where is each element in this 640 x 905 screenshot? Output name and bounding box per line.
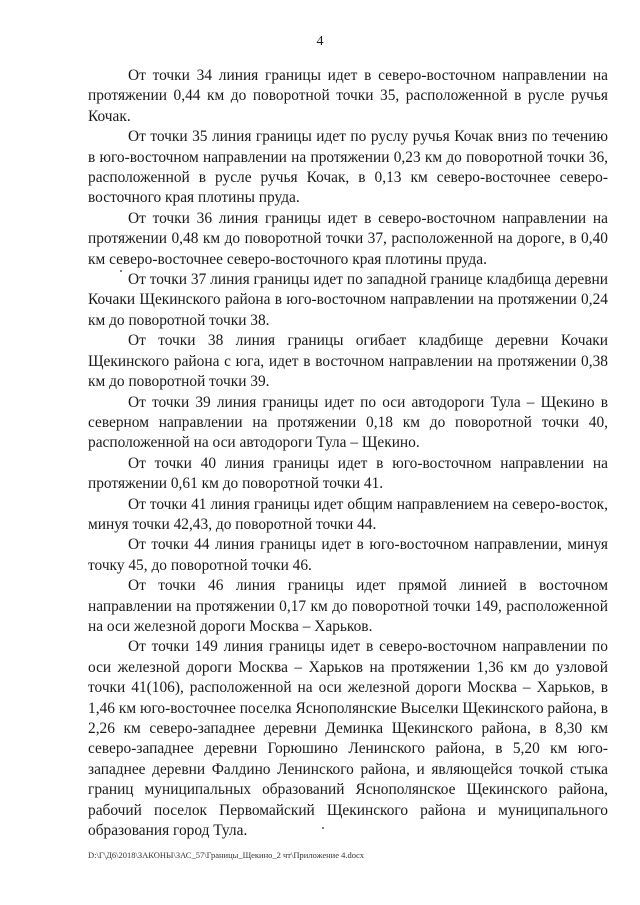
paragraph-point-34: От точки 34 линия границы идет в северо-восточном направлении на протяжении 0,44 км до поворотной точки 35, расположенной в русле ручья Кочак. bbox=[88, 67, 608, 125]
paragraph-point-36: От точки 36 линия границы идет в северо-восточном направлении на протяжении 0,48 км до поворотной точки 37, расположенной на дороге, в 0,40 км северо-восточнее северо-восточного края плотины пруда. bbox=[88, 209, 608, 268]
paragraph-point-41: От точки 41 линия границы идет общим направлением на северо-восток, минуя точки 42,43, до поворотной точки 44. bbox=[88, 495, 608, 533]
paragraph-point-46: От точки 46 линия границы идет прямой линией в восточном направлении на протяжении 0,17 км до поворотной точки 149, расположенной на оси железной дороги Москва – Харьков. bbox=[88, 577, 608, 635]
page-number: 4 bbox=[316, 34, 324, 49]
paragraph-point-40: От точки 40 линия границы идет в юго-восточном направлении на протяжении 0,61 км до поворотной точки 41. bbox=[88, 454, 608, 493]
paragraph-point-44: От точки 44 линия границы идет в юго-восточном направлении, минуя точку 45, до поворотной точки 46. bbox=[88, 536, 608, 574]
paragraph-point-38: От точки 38 линия границы огибает кладбище деревни Кочаки Щекинского района с юга, идет в восточном направлении на протяжении 0,38 км до поворотной точки 39. bbox=[88, 332, 608, 391]
footer-file-path: D:\Г\Д6\2018\ЗАКОНЫ\ЗАС_57\Границы_Щекино_2 чт\Приложение 4.docx bbox=[88, 850, 365, 860]
paragraph-point-149: От точки 149 линия границы идет в северо-восточном направлении по оси железной дороги Москва – Харьков на протяжении 1,36 км до узловой точки 41(106), расположенной на оси железной дороги Москва – Харьков, в 1,46 км юго-восточнее поселка Яснополянские Выселки Щекинского района, в 2,26 км северо-западнее деревни Деминка Щекинского района, в 8,30 км северо-западнее деревни Горюшино Ленинского района, в 5,20 км юго-западнее деревни Фалдино Ленинского района, и являющейся точкой стыка границ муниципальных образований Яснополянское Щекинского района, рабочий поселок Первомайский Щекинского района и муниципального образования город Тула. bbox=[88, 638, 608, 840]
scan-speck bbox=[120, 270, 122, 272]
document-body bbox=[88, 66, 608, 841]
paragraph-point-39: От точки 39 линия границы идет по оси автодороги Тула – Щекино в северном направлении на протяжении 0,18 км до поворотной точки 40, расположенной на оси автодороги Тула – Щекино. bbox=[88, 393, 608, 452]
paragraph-point-35: От точки 35 линия границы идет по руслу ручья Кочак вниз по течению в юго-восточном направлении на протяжении 0,23 км до поворотной точки 36, расположенной в русле ручья Кочак, в 0,13 км северо-восточнее северо-восточного края плотины пруда. bbox=[88, 128, 608, 207]
scan-speck bbox=[322, 827, 324, 829]
paragraph-point-37: От точки 37 линия границы идет по западной границе кладбища деревни Кочаки Щекинского района в юго-восточном направлении на протяжении 0,24 км до поворотной точки 38. bbox=[88, 271, 608, 329]
